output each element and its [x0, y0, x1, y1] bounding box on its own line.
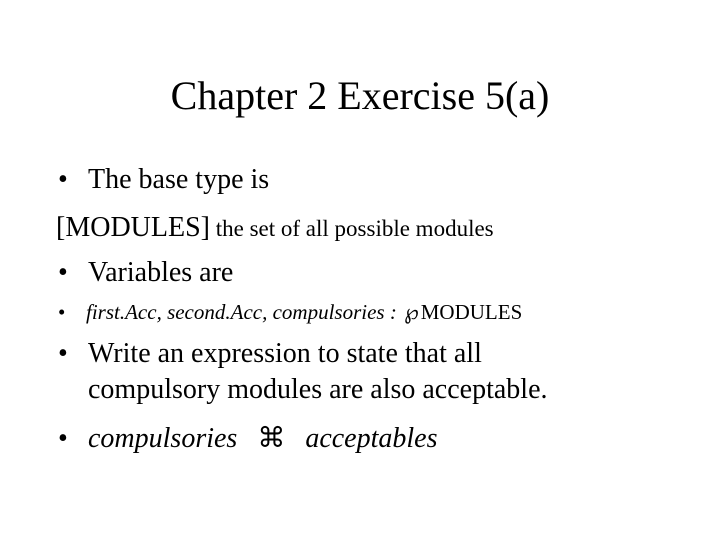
- write-expression-text: Write an expression to state that all: [88, 338, 482, 369]
- variables-text: Variables are: [88, 257, 234, 288]
- variable-type: MODULES: [420, 300, 523, 324]
- modules-definition: [56, 210, 494, 247]
- variable-names: first.Acc, second.Acc, compulsories :: [86, 300, 403, 324]
- bullet-variable-declaration: [58, 298, 522, 326]
- subset-symbol-icon: ⌘: [257, 423, 286, 454]
- bullet-icon: •: [58, 257, 68, 288]
- modules-description: the set of all possible modules: [210, 216, 494, 241]
- bullet-icon: •: [58, 300, 66, 324]
- slide-title: Chapter 2 Exercise 5(a): [170, 73, 550, 118]
- modules-type: [MODULES]: [56, 212, 210, 243]
- bullet-variables: [58, 255, 233, 291]
- base-type-text: The base type is: [88, 164, 270, 195]
- write-expression-continuation: compulsory modules are also acceptable.: [88, 374, 548, 405]
- bullet-write-expression: [58, 336, 482, 372]
- answer-left-operand: compulsories: [88, 423, 238, 454]
- powerset-icon: ℘: [404, 300, 419, 324]
- bullet-base-type: [58, 162, 269, 198]
- bullet-icon: •: [58, 164, 68, 195]
- bullet-icon: •: [58, 338, 68, 369]
- answer-right-operand: acceptables: [305, 423, 438, 454]
- bullet-answer: [58, 421, 438, 457]
- bullet-icon: •: [58, 423, 68, 454]
